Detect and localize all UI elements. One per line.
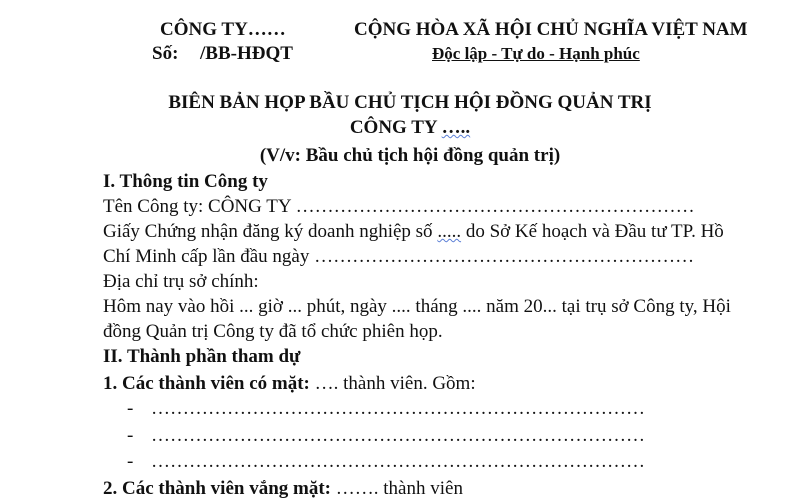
member-blank: …………………………………………………………………… (151, 398, 645, 419)
certificate-text: Giấy Chứng nhận đăng ký doanh nghiệp số (103, 221, 438, 242)
company-header: CÔNG TY…… (160, 19, 286, 40)
certificate-issuer: do Sở Kế hoạch và Đầu tư TP. Hồ (461, 221, 724, 242)
address-line: Địa chỉ trụ sở chính: (103, 271, 259, 292)
member-blank: …………………………………………………………………… (151, 425, 645, 446)
present-members-count: …. thành viên. Gồm: (309, 373, 476, 394)
present-members-label: 1. Các thành viên có mặt: (103, 373, 310, 394)
absent-members-label: 2. Các thành viên vắng mặt: (103, 478, 332, 499)
present-members-line (103, 373, 476, 395)
meeting-line-1: Hôm nay vào hồi ... giờ ... phút, ngày .... tháng .... năm 20... tại trụ sở Công ty, Hội (103, 296, 731, 317)
nation-header: CỘNG HÒA XÃ HỘI CHỦ NGHĨA VIỆT NAM (354, 19, 748, 40)
meeting-line-2: đồng Quản trị Công ty đã tổ chức phiên họp. (103, 321, 443, 342)
absent-members-count: ……. thành viên (331, 478, 463, 499)
absent-members-line (103, 478, 463, 500)
company-name-line: Tên Công ty: CÔNG TY ……………………………………………………… (103, 196, 695, 217)
title-company-dots: ….. (441, 117, 471, 138)
title-company-prefix: CÔNG TY (349, 117, 442, 138)
document-subject: (V/v: Bầu chủ tịch hội đồng quản trị) (259, 145, 561, 166)
member-blank: …………………………………………………………………… (151, 451, 645, 472)
section-1-heading: I. Thông tin Công ty (103, 171, 268, 192)
certificate-line (103, 221, 724, 243)
doc-number-label: Số: (152, 43, 179, 64)
doc-number: /BB-HĐQT (200, 43, 293, 64)
title-company (0, 117, 800, 139)
section-2-heading: II. Thành phần tham dự (103, 346, 301, 367)
member-bullet: - (127, 451, 134, 472)
certificate-number-blank: ..... (437, 221, 462, 242)
certificate-date-line: Chí Minh cấp lần đầu ngày …………………………………………………… (103, 246, 695, 267)
member-bullet: - (127, 425, 134, 446)
member-bullet: - (127, 398, 134, 419)
document-title: BIÊN BẢN HỌP BẦU CHỦ TỊCH HỘI ĐỒNG QUẢN TRỊ (168, 92, 652, 113)
motto: Độc lập - Tự do - Hạnh phúc (432, 44, 640, 63)
